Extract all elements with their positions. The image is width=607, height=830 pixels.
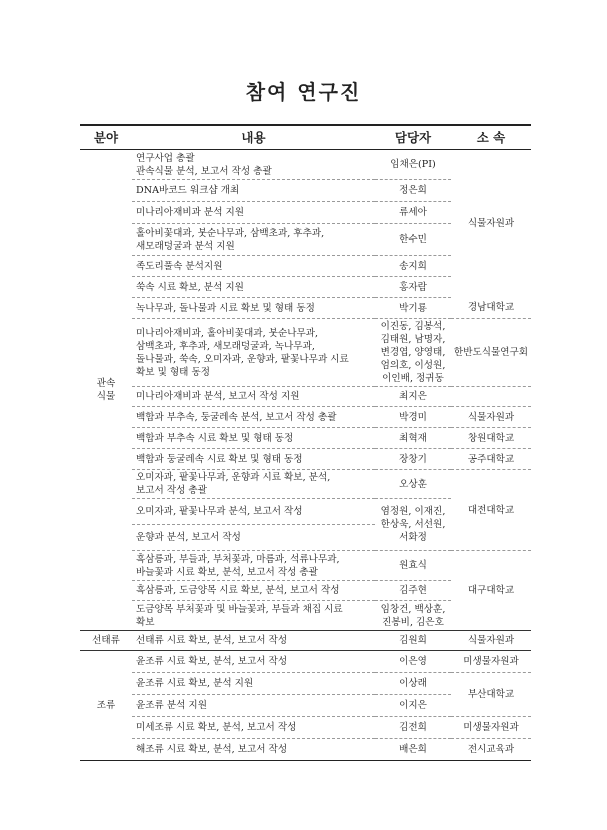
field-cell: [80, 150, 132, 631]
content-cell: 오미자과, 팥꽃나무과, 운향과 시료 확보, 분석, 보고서 작성 총괄: [132, 470, 375, 499]
person-cell: 원효식: [375, 551, 451, 581]
research-team-table: [80, 124, 531, 761]
content-cell: 흑삼릉과, 도금양목 시료 확보, 분석, 보고서 작성: [132, 581, 375, 601]
affiliation-cell: 창원대학교: [451, 428, 531, 449]
person-cell: 이은영: [375, 651, 451, 673]
content-cell: 녹나무과, 돌나물과 시료 확보 및 형태 동정: [132, 298, 375, 319]
person-cell: 이상래: [375, 673, 451, 695]
affiliation-cell: 식물자원과: [451, 407, 531, 428]
person-cell: 김주현: [375, 581, 451, 601]
person-cell: 이지은: [375, 695, 451, 717]
content-cell: 백합과 부추속, 둥굴레속 분석, 보고서 작성 총괄: [132, 407, 375, 428]
person-cell: 한수민: [375, 224, 451, 256]
affiliation-cell: [451, 387, 531, 407]
person-cell: 류세아: [375, 202, 451, 224]
affiliation-cell: 대전대학교: [451, 470, 531, 551]
person-cell: 최지은: [375, 387, 451, 407]
affiliation-cell: 부산대학교: [451, 673, 531, 717]
page-title: 참여 연구진: [245, 80, 362, 104]
affiliation-cell: 전시교육과: [451, 739, 531, 761]
content-cell: 미세조류 시료 확보, 분석, 보고서 작성: [132, 717, 375, 739]
person-cell: 배은희: [375, 739, 451, 761]
affiliation-cell: 식물자원과: [467, 218, 515, 230]
field-label: 관속 식물: [96, 378, 116, 402]
table-row: [80, 428, 531, 449]
person-cell: 최혁재: [375, 428, 451, 449]
affiliation-cell: 경남대학교: [451, 298, 531, 319]
person-cell: 임채은(PI): [375, 150, 451, 180]
person-cell: 김원희: [375, 631, 451, 651]
content-cell: 미나리아재비과 분석, 보고서 작성 지원: [132, 387, 375, 407]
content-cell: 백합과 부추속 시료 확보 및 형태 동정: [132, 428, 375, 449]
table-row: [80, 150, 531, 180]
header-affiliation: 소 속: [451, 125, 531, 150]
person-cell: 정은희: [375, 180, 451, 202]
field-cell: 조류: [80, 651, 132, 761]
table-row: [80, 739, 531, 761]
table-row: [80, 631, 531, 651]
table-row: [80, 651, 531, 673]
affiliation-cell: 한반도식물연구회: [451, 319, 531, 387]
table-row: [80, 717, 531, 739]
person-cell: 임창건, 백상훈, 진봉비, 김은호: [375, 601, 451, 631]
person-cell: 송지희: [375, 256, 451, 277]
affiliation-cell: 대구대학교: [451, 551, 531, 631]
content-cell: 연구사업 총괄 관속식물 분석, 보고서 작성 총괄: [132, 150, 375, 180]
header-person: 담당자: [375, 125, 451, 150]
content-cell: DNA바코드 워크샵 개최: [132, 180, 375, 202]
table-row: [80, 551, 531, 581]
content-cell: 해조류 시료 확보, 분석, 보고서 작성: [132, 739, 375, 761]
header-field: 분야: [80, 125, 132, 150]
person-cell: 장창기: [375, 449, 451, 470]
person-cell: 박기룡: [375, 298, 451, 319]
table-header-row: [80, 125, 531, 150]
affiliation-cell: 미생물자원과: [451, 717, 531, 739]
person-cell: 홍자람: [375, 277, 451, 298]
table-row: [80, 298, 531, 319]
content-cell: 윤조류 시료 확보, 분석, 보고서 작성: [132, 651, 375, 673]
content-cell: 운향과 분석, 보고서 작성: [132, 525, 375, 551]
content-cell: 미나리아재비과 분석 지원: [132, 202, 375, 224]
affiliation-cell: 공주대학교: [451, 449, 531, 470]
content-cell: 윤조류 분석 지원: [132, 695, 375, 717]
person-cell: 오상훈: [375, 470, 451, 499]
table-row: [80, 407, 531, 428]
content-cell: 홀아비꽃대과, 붓순나무과, 삼백초과, 후추과, 새모래덩굴과 분석 지원: [132, 224, 375, 256]
table-row: [80, 449, 531, 470]
content-cell: 오미자과, 팥꽃나무과 분석, 보고서 작성: [132, 499, 375, 525]
affiliation-cell: 미생물자원과: [451, 651, 531, 673]
person-cell: 염정원, 이재진, 한상욱, 서선원, 서화정: [375, 499, 451, 551]
table-row: [80, 319, 531, 387]
content-cell: 윤조류 시료 확보, 분석 지원: [132, 673, 375, 695]
content-cell: 족도리풀속 분석지원: [132, 256, 375, 277]
content-cell: 도금양목 부처꽃과 및 바늘꽃과, 부들과 채집 시료 확보: [132, 601, 375, 631]
table-row: [80, 673, 531, 695]
table-row: [80, 470, 531, 499]
person-cell: 김전희: [375, 717, 451, 739]
affiliation-cell: 식물자원과: [451, 631, 531, 651]
person-cell: 박경미: [375, 407, 451, 428]
content-cell: 쑥속 시료 확보, 분석 지원: [132, 277, 375, 298]
table-row: [80, 387, 531, 407]
header-content: 내용: [132, 125, 375, 150]
content-cell: 미나리아재비과, 홀아비꽃대과, 붓순나무과, 삼백초과, 후추과, 새모래덩굴과, 녹나무과, 돌나물과, 쑥속, 오미자과, 운향과, 팥꽃나무과 시료 확보 및 형태 동정: [132, 319, 375, 387]
content-cell: 백합과 둥굴레속 시료 확보 및 형태 동정: [132, 449, 375, 470]
content-cell: 선태류 시료 확보, 분석, 보고서 작성: [132, 631, 375, 651]
person-cell: 이진동, 김봉석, 김태원, 남명자, 변경엽, 양영태, 엄의호, 이성원, 이인배, 정귀동: [375, 319, 451, 387]
field-cell: 선태류: [80, 631, 132, 651]
content-cell: 흑삼릉과, 부들과, 부처꽃과, 마름과, 석류나무과, 바늘꽃과 시료 확보, 분석, 보고서 작성 총괄: [132, 551, 375, 581]
